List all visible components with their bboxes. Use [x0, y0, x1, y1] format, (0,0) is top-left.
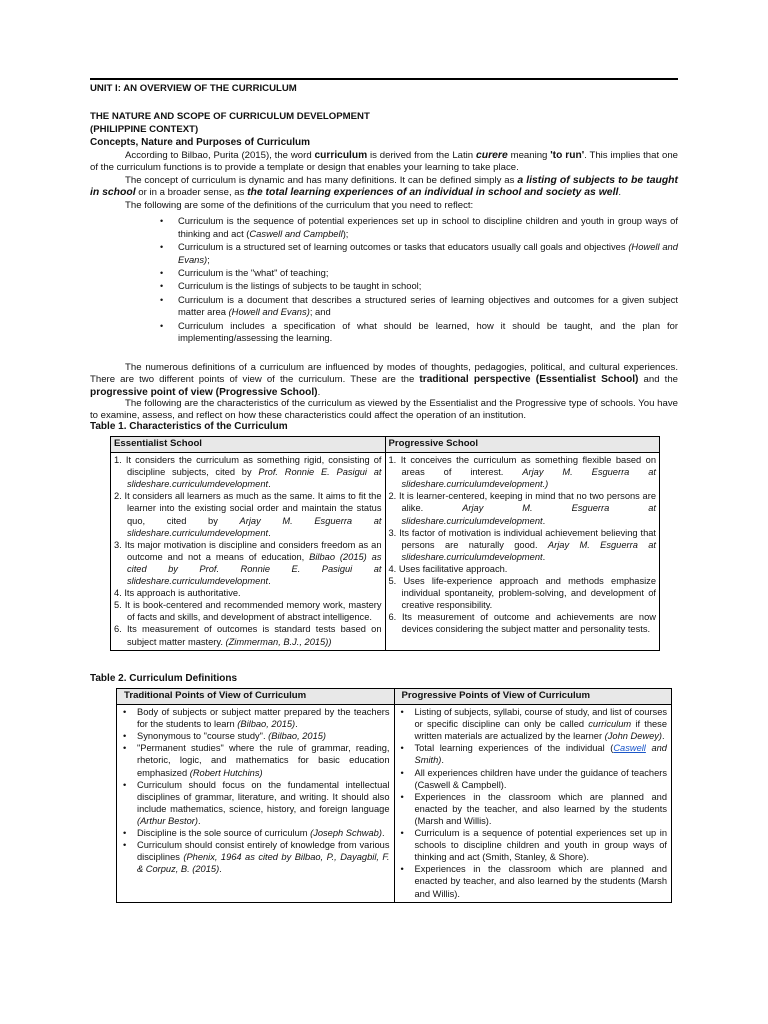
bullet-icon: •	[400, 767, 404, 778]
list-item: 3. Its factor of motivation is individual achievement believing that persons are naturally good. Arjay M. Esguerra at slideshare.curriculumdevelopment.	[388, 527, 657, 562]
section-title	[90, 111, 370, 136]
bullet-icon: •	[123, 707, 127, 718]
text-run: The following are the characteristics of the curriculum as viewed by the Essentialist and the Progressive type of schools. You have to examine, assess, and reflect on how these characteristics could affect the operation of an institution.	[90, 398, 678, 422]
bullet-icon: •	[400, 864, 404, 875]
traditional-list	[121, 706, 390, 875]
bullet-icon: •	[123, 828, 127, 839]
term-curriculum: curriculum	[314, 150, 368, 161]
bullet-icon: •	[160, 281, 164, 292]
list-item: • Curriculum should consist entirely of knowledge from various disciplines (Phenix, 1964 as cited by Bilbao, P., Dayagbil, F. & Corpuz, B. (2015).	[123, 840, 390, 875]
list-item: • Experiences in the classroom which are planned and enacted by the teacher, and also learned by the students (Marsh and Willis).	[400, 791, 667, 826]
bullet-icon: •	[400, 791, 404, 802]
subsection-title: Concepts, Nature and Purposes of Curriculum	[90, 137, 311, 148]
list-item: • Curriculum is the "what" of teaching;	[160, 266, 329, 278]
list-item: • Curriculum includes a specification of what should be learned, how it should be taught, and the plan for implementing/assessing the learning.	[160, 319, 678, 344]
paragraph-perspectives	[90, 362, 678, 399]
list-item: 5. Uses life-experience approach and methods emphasize individual spontaneity, problem-solving, and development of creative responsibility.	[388, 576, 656, 611]
table1-caption: Table 1. Characteristics of the Curriculum	[90, 421, 288, 432]
table-header-row	[111, 437, 660, 453]
paragraph-intro-definitions	[90, 200, 678, 212]
progressive-list	[389, 454, 657, 635]
list-item: • Body of subjects or subject matter prepared by the teachers for the students to learn (Bilbao, 2015).	[123, 707, 390, 730]
column-header-essentialist: Essentialist School	[111, 437, 386, 453]
term-curere: curere	[475, 150, 508, 161]
list-item: 1. It conceives the curriculum as something flexible based on areas of interest. Arjay M. Esguerra at slideshare.curriculumdevelopment.)	[388, 455, 656, 490]
text-run: .	[317, 386, 321, 398]
text-run: or in a broader sense, as	[135, 187, 248, 199]
term-to-run: 'to run'	[550, 150, 585, 161]
term-progressive-view: progressive point of view (Progressive School)	[90, 386, 318, 398]
table-header-row	[117, 689, 672, 705]
caswell-link[interactable]: Caswell	[613, 743, 646, 754]
list-item: 6. Its measurement of outcomes is standard tests based on subject matter mastery. (Zimmerman, B.J., 2015))	[114, 624, 382, 647]
column-header-traditional: Traditional Points of View of Curriculum	[117, 689, 395, 705]
paragraph-characteristics-intro	[90, 398, 678, 423]
progressive-cell	[385, 453, 660, 651]
text-run: .	[618, 187, 622, 199]
list-item: • Curriculum should focus on the fundamental intellectual disciplines of grammar, literature, and writing. It should also include mathematics, science, history, and foreign language (Arthur Bestor).	[123, 779, 390, 826]
top-rule	[90, 78, 678, 80]
bullet-icon: •	[160, 216, 164, 226]
text-run: meaning	[507, 150, 551, 161]
list-item: • Listing of subjects, syllabi, course of study, and list of courses or specific discipline can only be called curriculum if these written materials are actualized by the learner (John Dewey).	[400, 707, 668, 742]
term-traditional-perspective: traditional perspective (Essentialist School)	[419, 374, 639, 386]
essentialist-cell	[111, 453, 386, 651]
list-item: • Curriculum is a structured set of learning outcomes or tasks that educators usually call goals and objectives (Howell and Evans);	[160, 240, 678, 265]
paragraph-concept	[90, 175, 678, 200]
text-run: and the	[638, 374, 678, 386]
text-run: . This implies that one of the curriculum functions is to provide a template or design that enables your learning to take place.	[90, 150, 679, 174]
section-title-line-1: THE NATURE AND SCOPE OF CURRICULUM DEVELOPMENT	[90, 111, 370, 122]
unit-title: UNIT I: AN OVERVIEW OF THE CURRICULUM	[90, 83, 297, 94]
list-item: 6. Its measurement of outcome and achievements are now devices considering the subject matter and personality tests.	[388, 612, 656, 635]
list-item: • "Permanent studies" where the rule of grammar, reading, rhetoric, logic, and mathematics for basic education emphasized (Robert Hutchins)	[123, 743, 390, 778]
definitions-list	[158, 215, 678, 346]
bullet-icon: •	[123, 840, 127, 851]
list-item: 5. It is book-centered and recommended memory work, mastery of facts and skills, and development of abstract intelligence.	[114, 600, 382, 623]
characteristics-table	[110, 436, 660, 651]
list-item: • Curriculum is a document that describes a structured series of learning objectives and outcomes for a given subject matter area (Howell and Evans); and	[160, 293, 678, 318]
bullet-icon: •	[160, 294, 164, 305]
bullet-icon: •	[400, 828, 404, 839]
table-row	[117, 705, 672, 903]
bullet-icon: •	[123, 743, 127, 754]
list-item: • Total learning experiences of the individual (Caswell and Smith).	[400, 743, 667, 766]
list-item: 3. Its major motivation is discipline and considers freedom as an outcome and not a means of education, Bilbao (2015) as cited by Prof. Ronnie E. Pasigui at slideshare.curriculumdevelopment.	[114, 539, 382, 587]
paragraph-etymology	[90, 150, 678, 175]
column-header-progressive: Progressive Points of View of Curriculum	[394, 689, 672, 705]
list-item: • All experiences children have under the guidance of teachers (Caswell & Campbell).	[400, 767, 667, 790]
essentialist-list	[114, 454, 382, 648]
list-item: 4. Uses facilitative approach.	[388, 563, 508, 574]
bullet-icon: •	[400, 743, 404, 754]
table-row	[111, 453, 660, 651]
list-item: • Experiences in the classroom which are planned and enacted by teacher, and also learned by the students (Marsh and Willis).	[400, 864, 667, 899]
list-item: • Curriculum is the sequence of potential experiences set up in school to discipline children and youth in group ways of thinking and act (Caswell and Campbell);	[160, 215, 678, 239]
list-item: • Curriculum is the listings of subjects to be taught in school;	[160, 280, 422, 292]
bullet-icon: •	[160, 320, 164, 331]
text-run: According to Bilbao, Purita (2015), the word	[125, 150, 315, 161]
section-title-line-2: (PHILIPPINE CONTEXT)	[90, 123, 199, 135]
list-item: 2. It considers all learners as much as the same. It aims to fit the learner into the existing social order and maintain the status quo, cited by Arjay M. Esguerra at slideshare.curriculumdevelopment.	[114, 491, 382, 538]
list-item: • Synonymous to "course study". (Bilbao, 2015)	[123, 731, 327, 742]
definitions-table	[116, 688, 672, 903]
list-item: 2. It is learner-centered, keeping in mind that no two persons are alike. Arjay M. Esguerra at slideshare.curriculumdevelopment.	[388, 491, 656, 526]
emphasis-total-learning: the total learning experiences of an individual in school and society as well	[247, 187, 619, 199]
text-run: The numerous definitions of a curriculum are influenced by modes of thoughts, pedagogies, political, and cultural experiences. There are two different points of view of the curriculum. These are the	[90, 362, 678, 386]
progressive-definitions-list	[399, 706, 668, 900]
list-item: 1. It considers the curriculum as something rigid, consisting of discipline subjects, cited by Prof. Ronnie E. Pasigui at slideshare.curriculumdevelopment.	[114, 455, 382, 490]
list-item: 4. Its approach is authoritative.	[114, 588, 241, 599]
list-item: • Curriculum is a sequence of potential experiences set up in schools to discipline children and youth in group ways of thinking and act (Smith, Stanley, & Shore).	[400, 828, 667, 863]
text-run: is derived from the Latin	[367, 150, 476, 161]
emphasis-listing: a listing of subjects to be taught in school	[90, 175, 678, 199]
bullet-icon: •	[400, 707, 404, 718]
text-run: The concept of curriculum is dynamic and has many definitions. It can be defined simply as	[125, 175, 518, 186]
bullet-icon: •	[160, 267, 164, 278]
bullet-icon: •	[123, 779, 127, 790]
progressive-definitions-cell	[394, 705, 672, 903]
bullet-icon: •	[160, 241, 164, 252]
bullet-icon: •	[123, 731, 127, 742]
column-header-progressive: Progressive School	[385, 437, 660, 453]
text-run: The following are some of the definitions of the curriculum that you need to reflect:	[125, 200, 474, 211]
table2-caption: Table 2. Curriculum Definitions	[90, 673, 238, 684]
list-item: • Discipline is the sole source of curriculum (Joseph Schwab).	[123, 828, 385, 839]
traditional-cell	[117, 705, 395, 903]
